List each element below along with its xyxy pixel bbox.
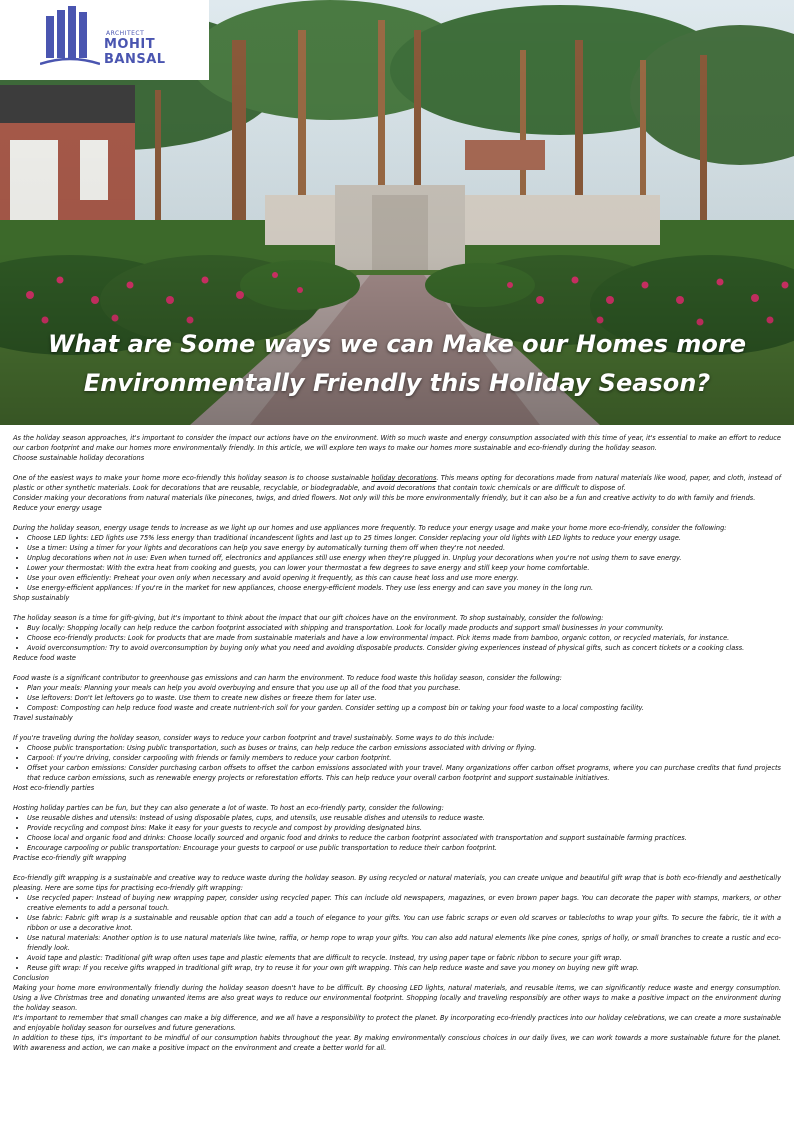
holiday-decorations-link[interactable]: holiday decorations (371, 474, 437, 482)
section-paragraph: Eco-friendly gift wrapping is a sustainable and creative way to reduce waste during the holiday season. By using recycled or natural materials, you can create unique and beautiful gift wrap that is both eco-friendly and aesthetically pleasing. Here are some tips for practising eco-friendly gift wrapping: (13, 874, 781, 892)
bullet-list (13, 533, 781, 593)
section-paragraph: During the holiday season, energy usage tends to increase as we light up our homes and use appliances more frequently. To reduce your energy usage and make your home more eco-friendly, consider the following: (13, 524, 727, 532)
list-item: • Unplug decorations when not in use: Even when turned off, electronics and appliances still use energy when they're plugged in. Unplug your decorations when you're not using them to save energy. (27, 553, 781, 563)
list-item: • Use fabric: Fabric gift wrap is a sustainable and reusable option that can add a touch of elegance to your gifts. You can use fabric scraps or even old scarves or tablecloths to wrap your gifts. To secure the fabric, tie it with a ribbon or use a decorative knot. (27, 913, 781, 933)
list-item: • Avoid tape and plastic: Traditional gift wrap often uses tape and plastic elements that are difficult to recycle. Instead, try using paper tape or fabric ribbon to secure your gift wrap. (27, 953, 781, 963)
section-paragraph: The holiday season is a time for gift-giving, but it's important to think about the impact that our gift choices have on the environment. To shop sustainably, consider the following: (13, 614, 604, 622)
bullet-list (13, 893, 781, 973)
section-paragraph: Consider making your decorations from natural materials like pinecones, twigs, and dried flowers. Not only will this be more environmentally friendly, but it can also be a fun and creative activity to do with family and friends. (13, 494, 756, 502)
page-title: What are Some ways we can Make our Homes more Environmentally Friendly this Holiday Season? (48, 330, 746, 397)
list-item: • Choose LED lights: LED lights use 75% less energy than traditional incandescent lights and last up to 25 times longer. Consider replacing your old lights with LED lights to reduce your energy usage. (27, 533, 781, 543)
list-item: • Compost: Composting can help reduce food waste and create nutrient-rich soil for your garden. Consider setting up a compost bin or taking your food waste to a local composting facility. (27, 703, 781, 713)
section-heading: Practise eco-friendly gift wrapping (13, 854, 127, 862)
list-item: • Choose public transportation: Using public transportation, such as buses or trains, can help reduce the carbon emissions associated with driving or flying. (27, 743, 781, 753)
list-item: • Use energy-efficient appliances: If you're in the market for new appliances, choose energy-efficient models. They use less energy and can save you money in the long run. (27, 583, 781, 593)
brand-logo (0, 0, 209, 80)
section-heading: Reduce your energy usage (13, 504, 102, 512)
bullet-list (13, 813, 781, 853)
section-heading: Choose sustainable holiday decorations (13, 454, 145, 462)
list-item: • Avoid overconsumption: Try to avoid overconsumption by buying only what you need and avoiding disposable products. Consider giving experiences instead of physical gifts, such as concert tickets or a cooking class. (27, 643, 781, 653)
section-paragraph: If you're traveling during the holiday season, consider ways to reduce your carbon footprint and travel sustainably. Some ways to do this include: (13, 734, 495, 742)
list-item: • Use a timer: Using a timer for your lights and decorations can help you save energy by automatically turning them off when they're not needed. (27, 543, 781, 553)
hero-banner (0, 0, 794, 425)
list-item: • Use reusable dishes and utensils: Instead of using disposable plates, cups, and utensils, use reusable dishes and utensils to reduce waste. (27, 813, 781, 823)
list-item: • Use natural materials: Another option is to use natural materials like twine, raffia, or hemp rope to wrap your gifts. You can also add natural elements like pine cones, sprigs of holly, or small branches to create a rustic and eco-friendly look. (27, 933, 781, 953)
list-item: • Use recycled paper: Instead of buying new wrapping paper, consider using recycled paper. This can include old newspapers, magazines, or even brown paper bags. You can decorate the paper with stamps, markers, or other creative elements to add a personal touch. (27, 893, 781, 913)
intro-paragraph: As the holiday season approaches, it's important to consider the impact our actions have on the environment. With so much waste and energy consumption associated with this time of year, it's essential to make an effort to reduce our carbon footprint and make our homes more environmentally friendly. In this article, we will explore ten ways to make our homes more sustainable and eco-friendly during the holiday season. (13, 434, 781, 452)
bullet-list (13, 683, 781, 713)
list-item: • Use your oven efficiently: Preheat your oven only when necessary and avoid opening it frequently, as this can cause heat loss and use more energy. (27, 573, 781, 583)
bullet-list (13, 623, 781, 653)
article-body (13, 433, 781, 1053)
building-logo-icon (40, 6, 100, 68)
section-heading: Shop sustainably (13, 594, 70, 602)
section-paragraph: Hosting holiday parties can be fun, but they can also generate a lot of waste. To host an eco-friendly party, consider the following: (13, 804, 444, 812)
list-item: • Reuse gift wrap: If you receive gifts wrapped in traditional gift wrap, try to reuse it for your own gift wrapping. This can help reduce waste and save you money on buying new gift wrap. (27, 963, 781, 973)
logo-top-line: ARCHITECT (106, 30, 145, 37)
conclusion-paragraph: Making your home more environmentally friendly during the holiday season doesn't have to be difficult. By choosing LED lights, natural materials, and reusable items, we can significantly reduce waste and energy consumption. Using a live Christmas tree and donating unwanted items are also great ways to reduce our environmental footprint. Shopping locally and traveling responsibly are other ways to make a positive impact on the environment during the holiday season. (13, 984, 781, 1012)
list-item: • Offset your carbon emissions: Consider purchasing carbon offsets to offset the carbon emissions associated with your travel. Many organizations offer carbon offset programs, where you can purchase credits that fund projects that reduce carbon emissions, such as renewable energy projects or reforestation efforts. This can help reduce your overall carbon footprint and support sustainable initiatives. (27, 763, 781, 783)
list-item: • Use leftovers: Don't let leftovers go to waste. Use them to create new dishes or freeze them for later use. (27, 693, 781, 703)
section-heading: Host eco-friendly parties (13, 784, 95, 792)
list-item: • Lower your thermostat: With the extra heat from cooking and guests, you can lower your thermostat a few degrees to save energy and still keep your home comfortable. (27, 563, 781, 573)
list-item: • Buy locally: Shopping locally can help reduce the carbon footprint associated with shipping and transportation. Look for locally made products and support small businesses in your community. (27, 623, 781, 633)
list-item: • Provide recycling and compost bins: Make it easy for your guests to recycle and compost by providing designated bins. (27, 823, 781, 833)
list-item: • Encourage carpooling or public transportation: Encourage your guests to carpool or use public transportation to reduce their carbon footprint. (27, 843, 781, 853)
bullet-list (13, 743, 781, 783)
list-item: • Carpool: If you're driving, consider carpooling with friends or family members to reduce your carbon footprint. (27, 753, 781, 763)
section-heading: Conclusion (13, 974, 49, 982)
list-item: • Plan your meals: Planning your meals can help you avoid overbuying and ensure that you use up all of the food that you purchase. (27, 683, 781, 693)
conclusion-paragraph: In addition to these tips, it's important to be mindful of our consumption habits throughout the year. By making environmentally conscious choices in our daily lives, we can work towards a more sustainable future for the planet. With awareness and action, we can make a positive impact on the environment and create a better world for all. (13, 1034, 781, 1052)
list-item: • Choose local and organic food and drinks: Choose locally sourced and organic food and drinks to reduce the carbon footprint associated with transportation and support sustainable farming practices. (27, 833, 781, 843)
conclusion-paragraph: It's important to remember that small changes can make a big difference, and we all have a responsibility to protect the planet. By incorporating eco-friendly practices into our holiday celebrations, we can create a more sustainable and enjoyable holiday season for ourselves and future generations. (13, 1014, 781, 1032)
section-paragraph: One of the easiest ways to make your home more eco-friendly this holiday season is to choose sustainable holiday decorations. This means opting for decorations made from natural materials like wood, paper, and cloth, instead of plastic or other synthetic materials. Look for decorations that are reusable, recyclable, or biodegradable, and avoid decorations that contain toxic chemicals or are difficult to dispose of. (13, 474, 782, 492)
section-heading: Reduce food waste (13, 654, 76, 662)
logo-name: MOHIT BANSAL (104, 37, 166, 67)
section-paragraph: Food waste is a significant contributor to greenhouse gas emissions and can harm the environment. To reduce food waste this holiday season, consider the following: (13, 674, 562, 682)
section-heading: Travel sustainably (13, 714, 73, 722)
list-item: • Choose eco-friendly products: Look for products that are made from sustainable materials and have a low environmental impact. Pick items made from bamboo, organic cotton, or recycled materials, for instance. (27, 633, 781, 643)
